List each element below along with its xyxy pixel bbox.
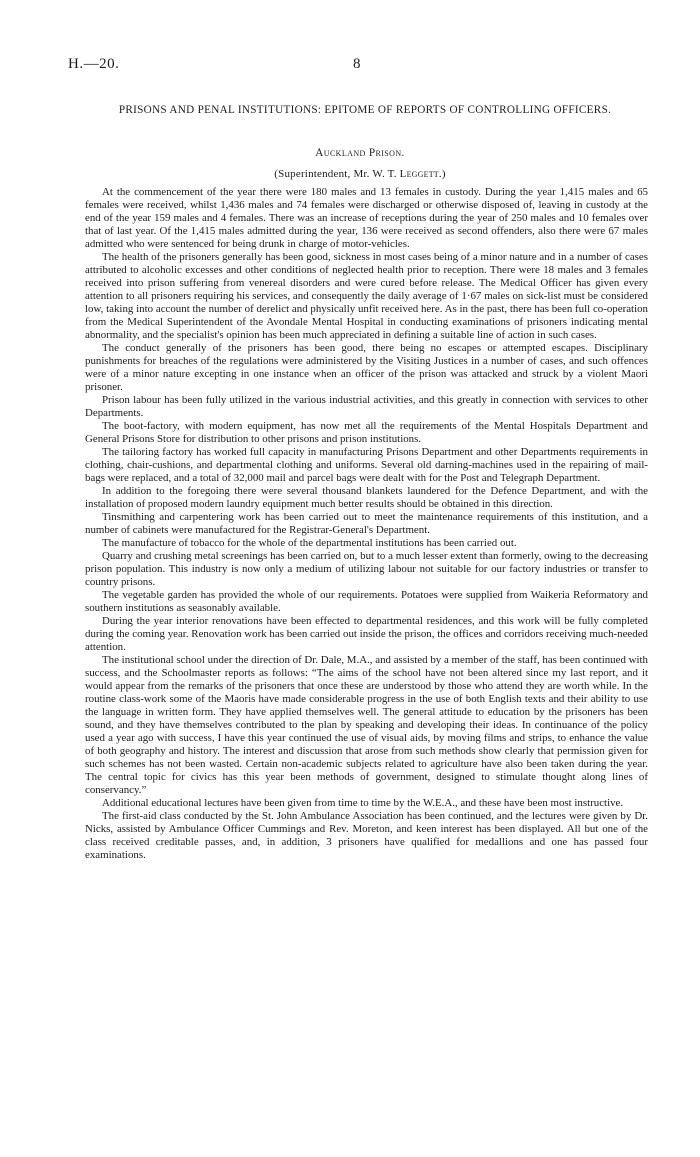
section-heading: Auckland Prison. <box>315 147 405 159</box>
paragraph-garden: The vegetable garden has provided the whole of our requirements. Potatoes were supplied from Waikeria Reformatory and southern institutions as seasonably available. <box>85 589 648 614</box>
paragraph-lectures: Additional educational lectures have been given from time to time by the W.E.A., and these have been most instructive. <box>102 797 624 809</box>
superintendent-prefix: (Superintendent, Mr. W. T. <box>274 168 400 180</box>
paragraph-renovations: During the year interior renovations have been effected to departmental residences, and this work will be fully completed during the coming year. Renovation work has been carried out inside the prison, the offices and corridors receiving much-needed attention. <box>85 615 648 653</box>
paragraph-labour: Prison labour has been fully utilized in the various industrial activities, and this greatly in connection with services to other Departments. <box>85 394 648 419</box>
document-reference: H.—20. <box>68 56 120 72</box>
paragraph-school: The institutional school under the direction of Dr. Dale, M.A., and assisted by a member of the staff, has been continued with success, and the Schoolmaster reports as follows: “The aims of the school have not been altered since my last report, and it would appear from the remarks of the prisoners that once these are understood by those who attend they are worth while. In the routine class-work some of the Maoris have made considerable progress in the use of both English texts and their ability to use the language in written form. They have applied themselves well. The general attitude to education by the prisoners has been sound, and they have themselves contributed to the plan by speaking and developing their ideas. In continuance of the policy used a year ago with success, I have this year continued the use of visual aids, by moving films and strips, to enhance the value of both geography and history. The interest and discussion that arose from such methods show clearly that permission given for such schemes has not been wasted. Certain non-academic subjects related to agriculture have also been taken during the year. The central topic for civics has this year been methods of government, designed to stimulate thought along lines of conservancy.” <box>85 654 648 796</box>
paragraph-conduct: The conduct generally of the prisoners has been good, there being no escapes or attempted escapes. Disciplinary punishments for breaches of the regulations were administered by the Visiting Justices in a number of cases, and such offences were of a minor nature excepting in one instance when an officer of the prison was attacked and struck by a violent Maori prisoner. <box>85 342 648 393</box>
paragraph-tailoring: The tailoring factory has worked full capacity in manufacturing Prisons Department and other Departments requirements in clothing, chair-cushions, and departmental clothing and uniforms. Several old darning-machines used in the repairing of mail-bags were replaced, and a total of 32,000 mail and parcel bags were dealt with for the Post and Telegraph Department. <box>85 446 648 484</box>
paragraph-tobacco: The manufacture of tobacco for the whole of the departmental institutions has been carried out. <box>102 537 517 549</box>
paragraph-boot-factory: The boot-factory, with modern equipment, has now met all the requirements of the Mental Hospitals Department and General Prisons Store for distribution to other prisons and prison institutions. <box>85 420 648 445</box>
paragraph-health: The health of the prisoners generally has been good, sickness in most cases being of a minor nature and in a number of cases attributed to alcoholic excesses and other conditions of neglected health prior to reception. There were 18 males and 3 females received into prison suffering from venereal disorders and were cured before release. The Medical Officer has given every attention to all prisoners requiring his services, and consequently the daily average of 1·67 males on sick-list must be considered low, taking into account the number of derelict and physically unfit received here. As in the past, there has been full co-operation from the Medical Superintendent of the Avondale Mental Hospital in conducting examinations of prisoners indicating mental abnormality, and the specialist's opinion has been much appreciated in defining a suitable line of action in such cases. <box>85 251 648 341</box>
page-title: PRISONS AND PENAL INSTITUTIONS: EPITOME OF REPORTS OF CONTROLLING OFFICERS. <box>118 104 612 116</box>
paragraph-tinsmithing: Tinsmithing and carpentering work has been carried out to meet the maintenance requirements of this institution, and a number of cabinets were manufactured for the Registrar-General's Department. <box>85 511 648 536</box>
superintendent-name: Leggett <box>399 168 439 180</box>
superintendent-line <box>60 168 660 180</box>
page-number: 8 <box>353 56 361 72</box>
paragraph-laundry: In addition to the foregoing there were several thousand blankets laundered for the Defence Department, and with the installation of proposed modern laundry equipment much better results should be obtained in this direction. <box>85 485 648 510</box>
paragraph-quarry: Quarry and crushing metal screenings has been carried on, but to a much lesser extent than formerly, owing to the decreasing prison population. This industry is now only a medium of utilizing labour not suitable for our factory industries or transfer to country prisons. <box>85 550 648 588</box>
superintendent-suffix: .) <box>438 168 446 180</box>
paragraph-custody: At the commencement of the year there were 180 males and 13 females in custody. During the year 1,415 males and 65 females were received, whilst 1,436 males and 74 females were discharged or otherwise disposed of, leaving in custody at the end of the year 159 males and 4 females. There was an increase of receptions during the year of 250 males and 10 females over that of last year. Of the 1,415 males admitted during the year, 136 were received as second offenders, also there were 67 males admitted who were sentenced for being drunk in charge of motor-vehicles. <box>85 186 648 250</box>
paragraph-first-aid: The first-aid class conducted by the St. John Ambulance Association has been continued, and the lectures were given by Dr. Nicks, assisted by Ambulance Officer Cummings and Rev. Moreton, and keen interest has been displayed. All but one of the class received creditable passes, and, in addition, 3 prisoners have qualified for medallions and one has passed four examinations. <box>85 810 648 861</box>
report-body <box>85 186 648 862</box>
